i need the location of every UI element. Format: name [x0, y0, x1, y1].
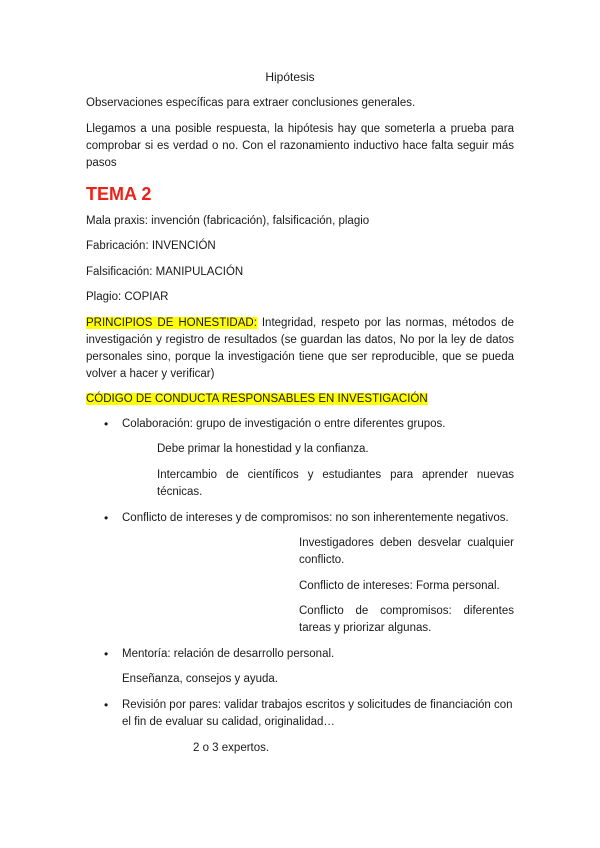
mentoria-item: Mentoría: relación de desarrollo personal. — [122, 648, 335, 660]
colaboracion-sub-2: Intercambio de científicos y estudiantes para aprender nuevas técnicas. — [157, 469, 514, 498]
colaboracion-item: Colaboración: grupo de investigación o entre diferentes grupos. — [122, 418, 446, 430]
bullet-colaboracion: • — [104, 417, 109, 431]
intro-paragraph-2: Llegamos a una posible respuesta, la hipótesis hay que someterla a prueba para comprobar si es verdad o no. Con el razonamiento inductivo hace falta seguir más pasos — [86, 123, 514, 169]
fabricacion-line: Fabricación: INVENCIÓN — [86, 240, 216, 252]
bullet-conflicto: • — [104, 511, 109, 525]
doc-title: Hipótesis — [265, 70, 315, 84]
mala-praxis-line: Mala praxis: invención (fabricación), falsificación, plagio — [86, 215, 370, 227]
revision-sub: 2 o 3 expertos. — [193, 742, 270, 754]
revision-item: Revisión por pares: validar trabajos escritos y solicitudes de financiación con el fin de evaluar su calidad, originalidad… — [122, 699, 513, 728]
plagio-line: Plagio: COPIAR — [86, 291, 169, 303]
bullet-revision: • — [104, 698, 109, 712]
principios-highlight-label: PRINCIPIOS DE HONESTIDAD: — [86, 317, 257, 329]
conflicto-sub-2: Conflicto de intereses: Forma personal. — [299, 580, 500, 592]
colaboracion-sub-1: Debe primar la honestidad y la confianza. — [157, 443, 369, 455]
falsificacion-line: Falsificación: MANIPULACIÓN — [86, 266, 244, 278]
conflicto-item: Conflicto de intereses y de compromisos: no son inherentemente negativos. — [122, 512, 509, 524]
conflicto-sub-3: Conflicto de compromisos: diferentes tareas y priorizar algunas. — [299, 605, 514, 634]
conflicto-sub-1: Investigadores deben desvelar cualquier conflicto. — [299, 537, 514, 566]
intro-paragraph-1: Observaciones específicas para extraer conclusiones generales. — [86, 97, 416, 109]
codigo-heading — [86, 391, 428, 408]
principios-paragraph — [86, 315, 514, 383]
mentoria-sub: Enseñanza, consejos y ayuda. — [122, 673, 278, 685]
section-heading: TEMA 2 — [86, 184, 152, 204]
bullet-mentoria: • — [104, 647, 109, 661]
principios-text: Integridad, respeto por las normas, métodos de investigación y registro de resultados (se guardan las datos, No por la ley de datos personales sino, porque la investigación tiene que ser reproducible, que se pueda volver a hacer y verificar) — [86, 317, 514, 380]
codigo-highlight: CÓDIGO DE CONDUCTA RESPONSABLES EN INVESTIGACIÓN — [86, 393, 428, 405]
